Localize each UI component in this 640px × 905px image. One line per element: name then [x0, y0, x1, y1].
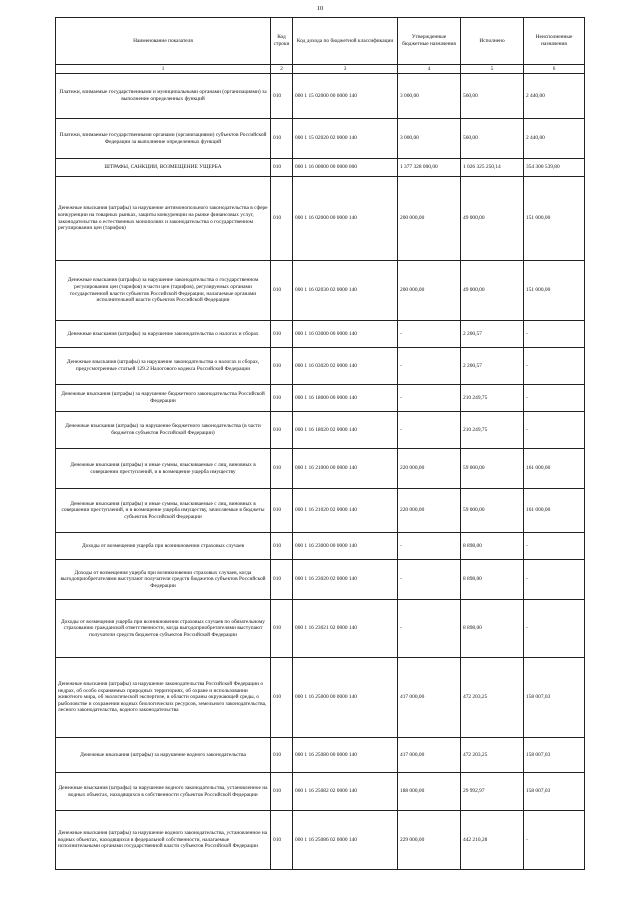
row-name-cell: Денежные взыскания (штрафы) за нарушение законодательства Российской Федерации о недрах, об особо охраняемых природных территориях, об охране и использовании животного мира, об экологической экспертизе, в области охраны окружающей среды, о рыболовстве и сохранении водных биологических ресурсов, земельного законодательства, лесного законодательства, водного законодательства	[56, 658, 271, 738]
row-executed-cell: 1 026 325 250,14	[461, 159, 524, 177]
row-approved-cell: -	[398, 560, 461, 600]
header-name: Наименование показателя	[56, 18, 271, 65]
header-unexecuted: Неисполненные назначения	[524, 18, 585, 65]
row-approved-cell: 188 000,00	[398, 773, 461, 811]
row-kbk-cell: 000 1 16 23021 02 0000 140	[293, 600, 398, 658]
row-name-cell: Денежные взыскания (штрафы) за нарушение водного законодательства, установленное на водных объектах, находящихся в федеральной собственности, налагаемые исполнительными органами государственной власти субъектов Российской Федерации	[56, 811, 271, 870]
table-row	[56, 74, 585, 119]
row-executed-cell: 472 203,25	[461, 738, 524, 773]
table-row	[56, 348, 585, 385]
row-approved-cell: -	[398, 385, 461, 412]
row-executed-cell: 210 249,75	[461, 385, 524, 412]
row-executed-cell: 442 210,28	[461, 811, 524, 870]
row-unexecuted-cell: -	[524, 412, 585, 449]
row-name-cell: ШТРАФЫ, САНКЦИИ, ВОЗМЕЩЕНИЕ УЩЕРБА	[56, 159, 271, 177]
row-code-cell: 010	[271, 600, 293, 658]
row-name-cell: Денежные взыскания (штрафы) за нарушение законодательства о налогах и сборах, предусмотренные статьей 129.2 Налогового кодекса Российской Федерации	[56, 348, 271, 385]
table-row	[56, 321, 585, 348]
row-code-cell: 010	[271, 773, 293, 811]
row-executed-cell: 49 000,00	[461, 177, 524, 261]
row-executed-cell: 210 249,75	[461, 412, 524, 449]
row-kbk-cell: 000 1 16 21020 02 0000 140	[293, 489, 398, 533]
row-code-cell: 010	[271, 321, 293, 348]
row-name-cell: Денежные взыскания (штрафы) за нарушение законодательства о государственном регулировании цен (тарифов) в части цен (тарифов), регулируемых органами государственной власти субъектов Российской Федерации, налагаемые органами исполнительной власти субъектов Российской Федерации	[56, 261, 271, 321]
row-name-cell: Денежные взыскания (штрафы) и иные суммы, взыскиваемые с лиц, виновных в совершении преступлений, и в возмещение ущерба имуществу	[56, 449, 271, 489]
row-kbk-cell: 000 1 16 25080 00 0000 140	[293, 738, 398, 773]
row-name-cell: Доходы от возмещения ущерба при возникновении страховых случаев	[56, 533, 271, 560]
row-unexecuted-cell: 151 000,00	[524, 177, 585, 261]
row-kbk-cell: 000 1 16 03020 02 0000 140	[293, 348, 398, 385]
header-approved: Утвержденные бюджетные назначения	[398, 18, 461, 65]
row-executed-cell: 472 203,25	[461, 658, 524, 738]
row-code-cell: 010	[271, 533, 293, 560]
row-approved-cell: 200 000,00	[398, 261, 461, 321]
row-executed-cell: 29 992,97	[461, 773, 524, 811]
row-kbk-cell: 000 1 16 02000 00 0000 140	[293, 177, 398, 261]
row-kbk-cell: 000 1 15 02000 00 0000 140	[293, 74, 398, 119]
row-unexecuted-cell: 2 440,00	[524, 119, 585, 159]
row-name-cell: Платежи, взимаемые государственными органами (организациями) субъектов Российской Федерации за выполнение определенных функций	[56, 119, 271, 159]
header-executed: Исполнено	[461, 18, 524, 65]
table-row	[56, 385, 585, 412]
row-name-cell: Денежные взыскания (штрафы) за нарушение бюджетного законодательства Российской Федерации	[56, 385, 271, 412]
row-unexecuted-cell: -	[524, 348, 585, 385]
row-approved-cell: 220 000,00	[398, 449, 461, 489]
table-row	[56, 159, 585, 177]
table-row	[56, 658, 585, 738]
column-number: 5	[461, 65, 524, 74]
row-code-cell: 010	[271, 119, 293, 159]
row-executed-cell: 2 200,57	[461, 348, 524, 385]
row-name-cell: Доходы от возмещения ущерба при возникновении страховых случаев по обязательному страхованию гражданской ответственности, когда выгодоприобретателями выступают получатели средств бюджетов субъектов Российской Федерации	[56, 600, 271, 658]
column-number: 3	[293, 65, 398, 74]
row-approved-cell: 220 000,00	[398, 489, 461, 533]
row-unexecuted-cell: 354 300 539,80	[524, 159, 585, 177]
row-kbk-cell: 000 1 16 18000 00 0000 140	[293, 385, 398, 412]
row-executed-cell: 560,00	[461, 74, 524, 119]
row-unexecuted-cell: 158 007,03	[524, 738, 585, 773]
row-code-cell: 010	[271, 449, 293, 489]
row-approved-cell: 229 000,00	[398, 811, 461, 870]
row-name-cell: Денежные взыскания (штрафы) и иные суммы, взыскиваемые с лиц, виновных в совершении преступлений, и в возмещение ущерба имуществу, зачисляемые в бюджеты субъектов Российской Федерации	[56, 489, 271, 533]
table-row	[56, 600, 585, 658]
row-code-cell: 010	[271, 811, 293, 870]
row-executed-cell: 59 000,00	[461, 449, 524, 489]
table-row	[56, 177, 585, 261]
row-kbk-cell: 000 1 15 02020 02 0000 140	[293, 119, 398, 159]
row-executed-cell: 59 000,00	[461, 489, 524, 533]
row-approved-cell: 417 000,00	[398, 658, 461, 738]
table-row	[56, 412, 585, 449]
column-number: 4	[398, 65, 461, 74]
header-kbk: Код дохода по бюджетной классификации	[293, 18, 398, 65]
header-code: Код строки	[271, 18, 293, 65]
row-unexecuted-cell: 2 440,00	[524, 74, 585, 119]
row-code-cell: 010	[271, 159, 293, 177]
row-name-cell: Денежные взыскания (штрафы) за нарушение законодательства о налогах и сборах	[56, 321, 271, 348]
row-approved-cell: -	[398, 533, 461, 560]
row-kbk-cell: 000 1 16 18020 02 0000 140	[293, 412, 398, 449]
row-code-cell: 010	[271, 177, 293, 261]
row-kbk-cell: 000 1 16 25000 00 0000 140	[293, 658, 398, 738]
row-approved-cell: 3 000,00	[398, 119, 461, 159]
row-executed-cell: 8 898,00	[461, 600, 524, 658]
row-approved-cell: 200 000,00	[398, 177, 461, 261]
row-name-cell: Денежные взыскания (штрафы) за нарушение водного законодательства, установленное на водных объектах, находящихся в собственности субъектов Российской Федерации	[56, 773, 271, 811]
row-unexecuted-cell: 158 007,03	[524, 658, 585, 738]
table-row	[56, 773, 585, 811]
table-row	[56, 811, 585, 870]
row-unexecuted-cell: -	[524, 560, 585, 600]
table-row	[56, 449, 585, 489]
row-code-cell: 010	[271, 412, 293, 449]
row-executed-cell: 8 898,00	[461, 533, 524, 560]
column-number-row	[56, 65, 585, 74]
row-unexecuted-cell: -	[524, 533, 585, 560]
row-unexecuted-cell: -	[524, 600, 585, 658]
row-name-cell: Денежные взыскания (штрафы) за нарушение бюджетного законодательства (в части бюджетов субъектов Российской Федерации)	[56, 412, 271, 449]
column-number: 2	[271, 65, 293, 74]
row-name-cell: Доходы от возмещения ущерба при возникновении страховых случаев, когда выгодоприобретателями выступают получатели средств бюджетов субъектов Российской Федерации	[56, 560, 271, 600]
row-approved-cell: 417 000,00	[398, 738, 461, 773]
row-approved-cell: -	[398, 412, 461, 449]
row-kbk-cell: 000 1 16 25086 02 0000 140	[293, 811, 398, 870]
row-kbk-cell: 000 1 16 00000 00 0000 000	[293, 159, 398, 177]
row-kbk-cell: 000 1 16 23000 00 0000 140	[293, 533, 398, 560]
row-kbk-cell: 000 1 16 23020 02 0000 140	[293, 560, 398, 600]
row-executed-cell: 2 200,57	[461, 321, 524, 348]
row-unexecuted-cell: 151 000,00	[524, 261, 585, 321]
row-code-cell: 010	[271, 385, 293, 412]
page-number: 10	[316, 5, 324, 12]
row-unexecuted-cell: -	[524, 385, 585, 412]
row-approved-cell: 3 000,00	[398, 74, 461, 119]
row-approved-cell: -	[398, 348, 461, 385]
row-executed-cell: 49 000,00	[461, 261, 524, 321]
row-kbk-cell: 000 1 16 02030 02 0000 140	[293, 261, 398, 321]
row-executed-cell: 8 898,00	[461, 560, 524, 600]
row-name-cell: Платежи, взимаемые государственными и муниципальными органами (организациями) за выполнение определенных функций	[56, 74, 271, 119]
column-number: 1	[56, 65, 271, 74]
row-name-cell: Денежные взыскания (штрафы) за нарушение антимонопольного законодательства в сфере конкуренции на товарных рынках, защиты конкуренции на рынке финансовых услуг, законодательства о естественных монополиях и законодательства о государственном регулировании цен (тарифов)	[56, 177, 271, 261]
table-row	[56, 119, 585, 159]
table-row	[56, 738, 585, 773]
row-unexecuted-cell: 161 000,00	[524, 449, 585, 489]
row-executed-cell: 560,00	[461, 119, 524, 159]
row-code-cell: 010	[271, 261, 293, 321]
table-row	[56, 560, 585, 600]
table-row	[56, 533, 585, 560]
row-code-cell: 010	[271, 74, 293, 119]
row-approved-cell: -	[398, 600, 461, 658]
header-row	[56, 18, 585, 65]
row-code-cell: 010	[271, 738, 293, 773]
row-kbk-cell: 000 1 16 21000 00 0000 140	[293, 449, 398, 489]
revenue-table	[55, 17, 585, 870]
row-name-cell: Денежные взыскания (штрафы) за нарушение водного законодательства	[56, 738, 271, 773]
column-number: 6	[524, 65, 585, 74]
row-unexecuted-cell: 161 000,00	[524, 489, 585, 533]
table-row	[56, 489, 585, 533]
row-kbk-cell: 000 1 16 25082 02 0000 140	[293, 773, 398, 811]
table-row	[56, 261, 585, 321]
row-code-cell: 010	[271, 658, 293, 738]
row-code-cell: 010	[271, 348, 293, 385]
row-unexecuted-cell: -	[524, 321, 585, 348]
row-kbk-cell: 000 1 16 03000 00 0000 140	[293, 321, 398, 348]
row-approved-cell: 1 377 328 000,00	[398, 159, 461, 177]
row-unexecuted-cell: 158 007,03	[524, 773, 585, 811]
row-code-cell: 010	[271, 489, 293, 533]
row-code-cell: 010	[271, 560, 293, 600]
row-approved-cell: -	[398, 321, 461, 348]
row-unexecuted-cell: -	[524, 811, 585, 870]
